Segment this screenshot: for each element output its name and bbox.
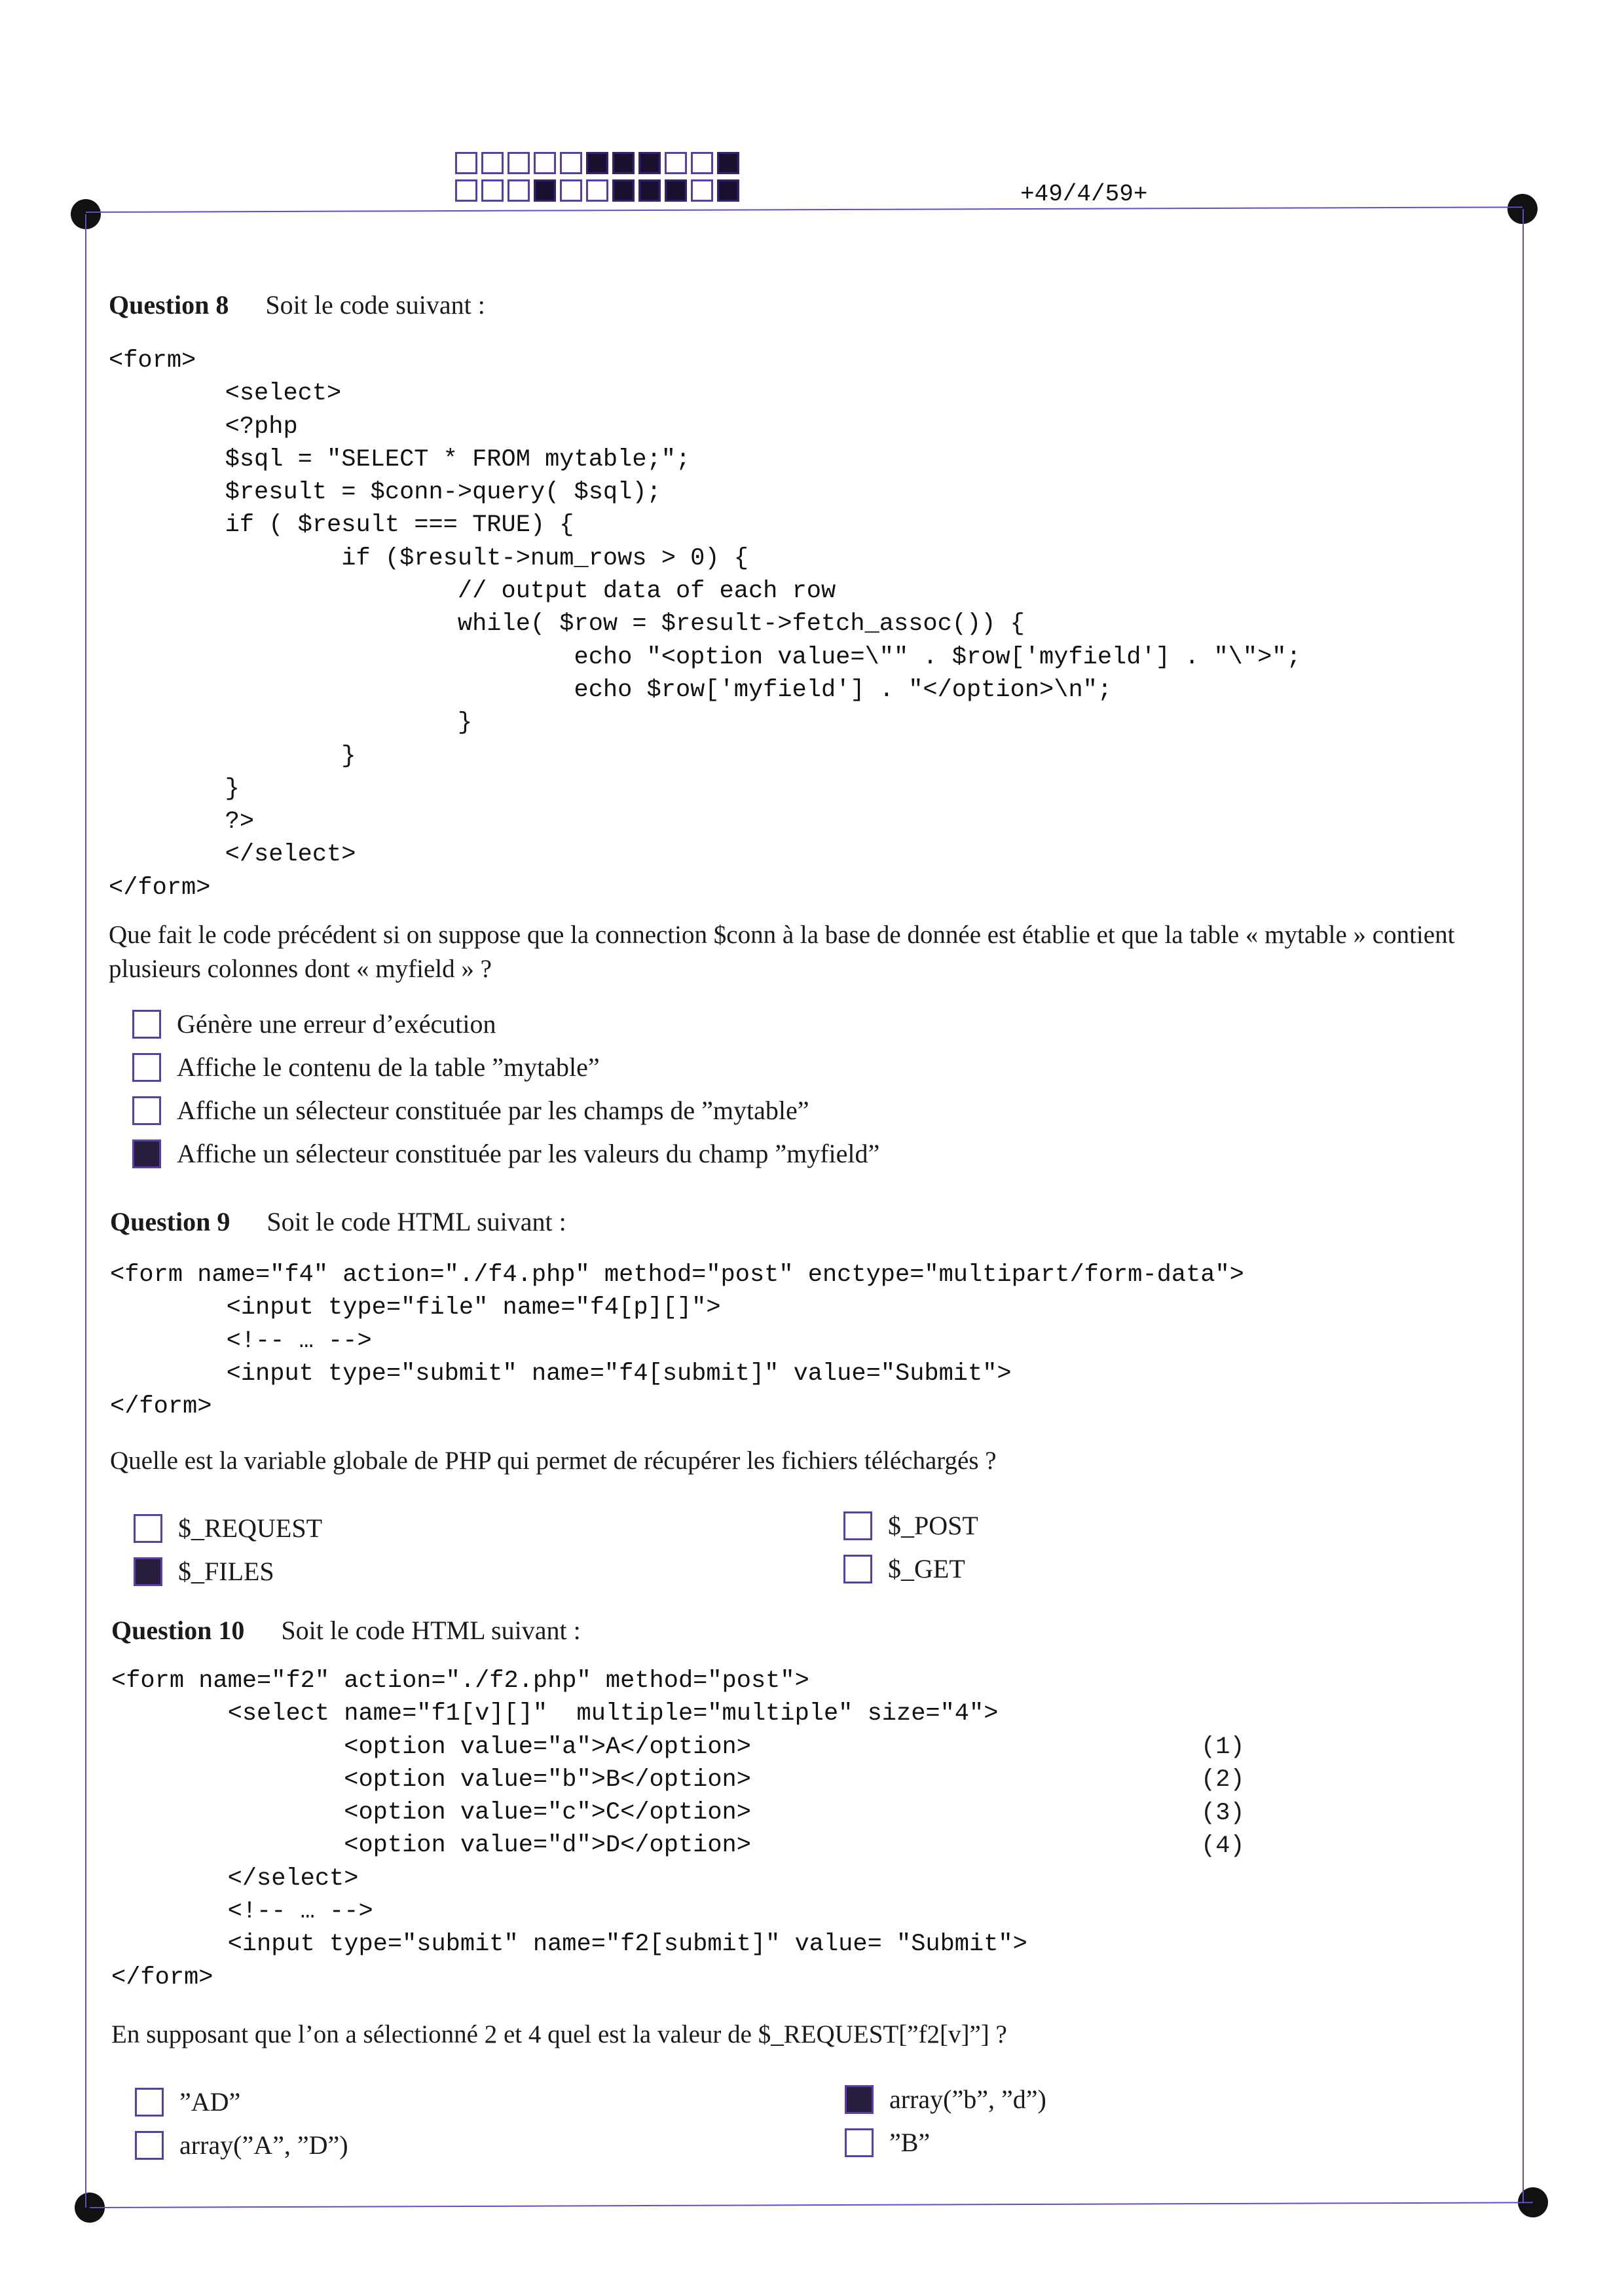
q8-option-2[interactable] — [132, 1052, 600, 1083]
q8-option-4[interactable] — [132, 1138, 879, 1169]
checkbox[interactable] — [135, 2088, 164, 2117]
line-number: (1) — [1201, 1733, 1245, 1761]
option-label: ”B” — [889, 2128, 931, 2157]
option-label: Génère une erreur d’exécution — [177, 1009, 496, 1039]
question-intro: Soit le code suivant : — [265, 290, 485, 320]
id-code-cell — [481, 179, 504, 202]
question-9-prompt: Quelle est la variable globale de PHP qui permet de récupérer les fichiers téléchargés ? — [110, 1447, 997, 1475]
id-code-cell — [612, 152, 635, 174]
option-label: $_GET — [888, 1554, 965, 1583]
q9-option-post[interactable] — [843, 1510, 978, 1541]
id-code-cell — [665, 152, 687, 174]
id-code-cell — [586, 152, 608, 174]
question-10-header — [111, 1615, 581, 1646]
frame-top — [86, 206, 1522, 213]
checkbox[interactable] — [843, 1555, 872, 1583]
id-code-cell — [560, 179, 582, 202]
frame-bottom — [90, 2202, 1533, 2208]
question-8-header — [109, 289, 485, 320]
option-label: $_REQUEST — [178, 1513, 322, 1543]
id-code-row — [455, 152, 743, 174]
question-intro: Soit le code HTML suivant : — [281, 1616, 581, 1645]
id-code-cell — [717, 179, 739, 202]
id-code-cell — [481, 152, 504, 174]
id-code-cell — [534, 152, 556, 174]
id-code-cell — [507, 152, 530, 174]
option-label: $_FILES — [178, 1557, 274, 1586]
frame-left — [85, 214, 86, 2208]
option-label: Affiche un sélecteur constituée par les valeurs du champ ”myfield” — [177, 1139, 880, 1168]
line-number: (4) — [1201, 1832, 1245, 1860]
page-code: +49/4/59+ — [1020, 181, 1148, 208]
q8-option-3[interactable] — [132, 1095, 809, 1126]
checkbox[interactable] — [135, 2131, 164, 2160]
question-10-prompt: En supposant que l’on a sélectionné 2 et 4 quel est la valeur de $_REQUEST[”f2[v]”] ? — [111, 2020, 1007, 2048]
frame-right — [1522, 209, 1524, 2202]
question-10-code: <form name="f2" action="./f2.php" method="post"> <select name="f1[v][]" multiple="multiple" size="4"> <option value="a">A</option> <option value="b">B</option> <option value="c">C</option> <option value="d">D</option> </select> <!-- … --> <input type="submit" name="f2[submit]" value= "Submit"> </form> — [111, 1667, 1027, 1991]
checkbox[interactable] — [132, 1010, 161, 1039]
question-label: Question 9 — [110, 1207, 231, 1236]
checkbox[interactable] — [134, 1514, 162, 1543]
id-code-cell — [638, 152, 661, 174]
id-code-cell — [560, 152, 582, 174]
id-code-cell — [534, 179, 556, 202]
option-label: array(”b”, ”d”) — [889, 2084, 1046, 2114]
question-9-code: <form name="f4" action="./f4.php" method="post" enctype="multipart/form-data"> <input type="file" name="f4[p][]"> <!-- … --> <input type="submit" name="f4[submit]" value="Submit"> </form> — [110, 1261, 1244, 1421]
id-code-cell — [507, 179, 530, 202]
id-code-cell — [691, 152, 713, 174]
id-code-cell — [612, 179, 635, 202]
option-label: array(”A”, ”D”) — [179, 2130, 348, 2160]
line-numbers — [1201, 1731, 1245, 1862]
question-8-prompt: Que fait le code précédent si on suppose que la connection $conn à la base de donnée est établie et que la table « mytable » contient plusieurs colonnes dont « myfield » ? — [109, 921, 1455, 983]
q9-option-get[interactable] — [843, 1553, 965, 1584]
id-code-cell — [638, 179, 661, 202]
checkbox[interactable] — [132, 1053, 161, 1082]
id-code-cell — [586, 179, 608, 202]
question-8-code: <form> <select> <?php $sql = "SELECT * FROM mytable;"; $result = $conn->query( $sql); if ( $result === TRUE) { if ($result->num_rows > 0) { // output data of each row while( $row = $result->fetch_assoc()) { echo "<option value=\"" . $row['myfield'] . "\">"; echo $row['myfield'] . "</option>\n"; } } } ?> </select> </form> — [109, 347, 1301, 902]
checkbox[interactable] — [134, 1557, 162, 1586]
id-code-cell — [455, 152, 477, 174]
id-code-cell — [665, 179, 687, 202]
checkbox[interactable] — [843, 1511, 872, 1540]
line-number: (2) — [1201, 1766, 1245, 1794]
line-number: (3) — [1201, 1799, 1245, 1827]
q10-option-array-a-d[interactable] — [135, 2130, 348, 2160]
option-label: ”AD” — [179, 2087, 241, 2117]
q10-option-ad[interactable] — [135, 2086, 240, 2117]
option-label: Affiche un sélecteur constituée par les champs de ”mytable” — [177, 1096, 809, 1125]
question-label: Question 10 — [111, 1616, 245, 1645]
option-label: Affiche le contenu de la table ”mytable” — [177, 1052, 600, 1082]
id-code-cell — [455, 179, 477, 202]
checkbox[interactable] — [845, 2128, 874, 2157]
q10-option-b[interactable] — [845, 2127, 930, 2158]
checkbox[interactable] — [132, 1096, 161, 1125]
q10-option-array-b-d[interactable] — [845, 2084, 1046, 2115]
id-code-cell — [691, 179, 713, 202]
id-code-cell — [717, 152, 739, 174]
question-intro: Soit le code HTML suivant : — [267, 1207, 566, 1236]
q8-option-1[interactable] — [132, 1009, 496, 1039]
id-code-row — [455, 179, 743, 202]
q9-option-files[interactable] — [134, 1556, 274, 1587]
question-label: Question 8 — [109, 290, 229, 320]
student-id-code — [455, 152, 743, 207]
checkbox[interactable] — [845, 2085, 874, 2114]
checkbox[interactable] — [132, 1139, 161, 1168]
question-9-header — [110, 1206, 566, 1237]
option-label: $_POST — [888, 1511, 978, 1540]
q9-option-request[interactable] — [134, 1513, 322, 1544]
